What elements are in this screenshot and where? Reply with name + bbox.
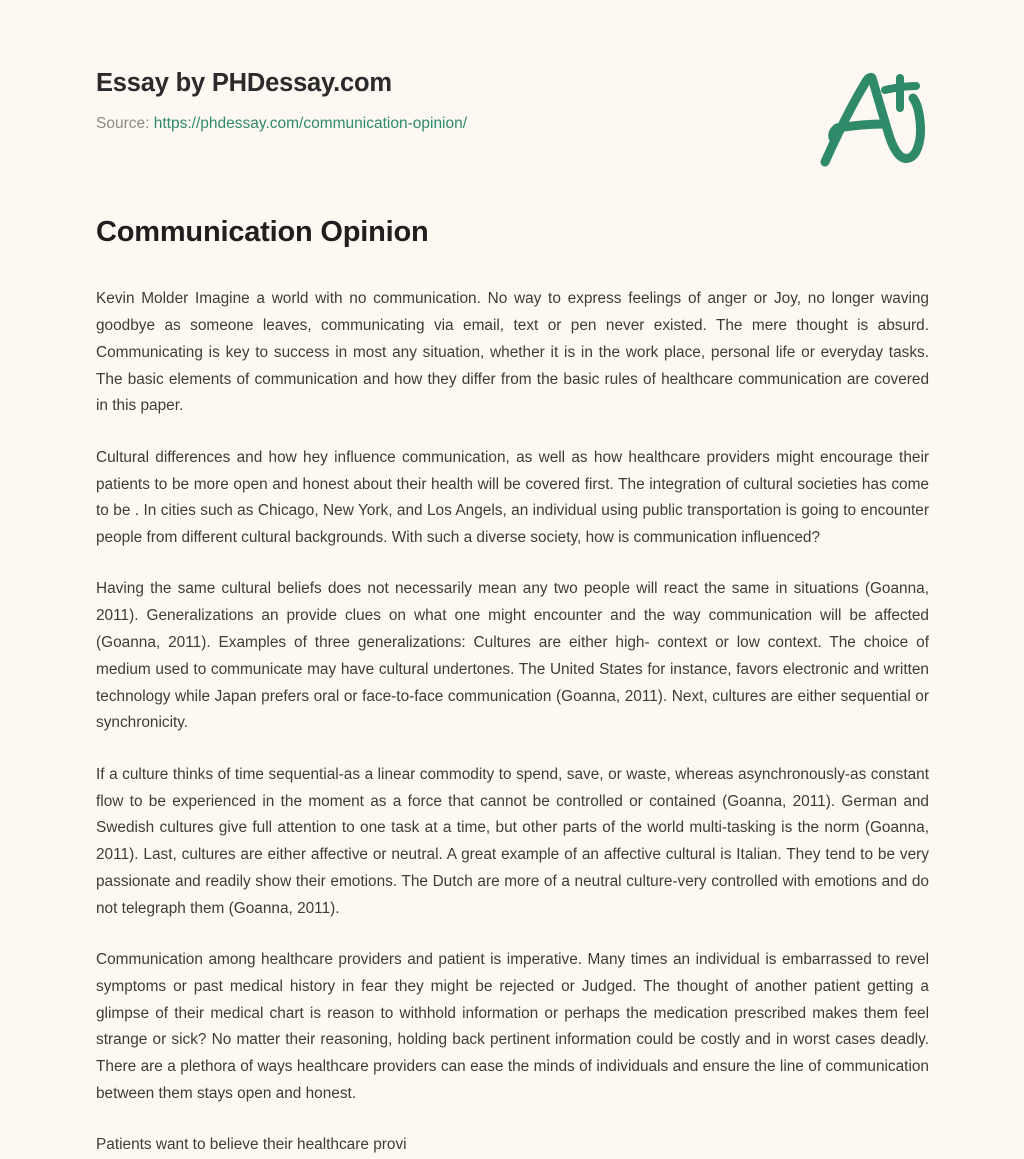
paragraph: If a culture thinks of time sequential-as a linear commodity to spend, save, or waste, whereas asynchronously-as constant flow to be experienced in the moment as a force that cannot be controlled or contained (Goanna, 2011). German and Swedish cultures give full attention to one task at a time, but other parts of the world multi-tasking is the norm (Goanna, 2011). Last, cultures are either affective or neutral. A great example of an affective cultural is Italian. They tend to be very passionate and readily show their emotions. The Dutch are more of a neutral culture-very controlled with emotions and do not telegraph them (Goanna, 2011). xyxy=(96,765,929,917)
a-plus-logo xyxy=(812,66,932,170)
article-container xyxy=(96,214,929,1159)
brand-block xyxy=(96,68,696,134)
article-body xyxy=(96,286,929,1159)
paragraph: Kevin Molder Imagine a world with no communication. No way to express feelings of anger or Joy, no longer waving goodbye as someone leaves, communicating via email, text or pen never existed. The mere thought is absurd. Communicating is key to success in most any situation, whether it is in the work place, personal life or everyday tasks. The basic elements of communication and how they differ from the basic rules of healthcare communication are covered in this paper. xyxy=(96,290,929,415)
a-plus-logo-icon xyxy=(812,66,932,170)
source-label: Source: xyxy=(96,114,154,132)
paragraph: Communication among healthcare providers and patient is imperative. Many times an individual is embarrassed to revel symptoms or past medical history in fear they might be rejected or Judged. The thought of another patient getting a glimpse of their medical chart is reason to withhold information or perhaps the medication prescribed makes them feel strange or sick? No matter their reasoning, holding back pertinent information could be costly and in worst cases deadly. There are a plethora of ways healthcare providers can ease the minds of individuals and ensure the line of communication between them stays open and honest. xyxy=(96,950,929,1102)
paragraph-truncated: Patients want to believe their healthcare provi xyxy=(96,1136,407,1154)
brand-title: Essay by PHDessay.com xyxy=(96,69,392,97)
document-header xyxy=(0,0,1024,200)
paragraph: Cultural differences and how hey influence communication, as well as how healthcare providers might encourage their patients to be more open and honest about their health will be covered first. The integration of cultural societies has come to be . In cities such as Chicago, New York, and Los Angels, an individual using public transportation is going to encounter people from different cultural backgrounds. With such a diverse society, how is communication influenced? xyxy=(96,448,929,547)
paragraph: Having the same cultural beliefs does not necessarily mean any two people will react the same in situations (Goanna, 2011). Generalizations an provide clues on what one might encounter and the way communication will be affected (Goanna, 2011). Examples of three generalizations: Cultures are either high- context or low context. The choice of medium used to communicate may have cultural undertones. The United States for instance, favors electronic and written technology while Japan prefers oral or face-to-face communication (Goanna, 2011). Next, cultures are either sequential or synchronicity. xyxy=(96,580,929,732)
source-line xyxy=(96,114,696,134)
page-title: Communication Opinion xyxy=(96,216,429,248)
source-url-link[interactable]: https://phdessay.com/communication-opinion/ xyxy=(153,114,468,132)
